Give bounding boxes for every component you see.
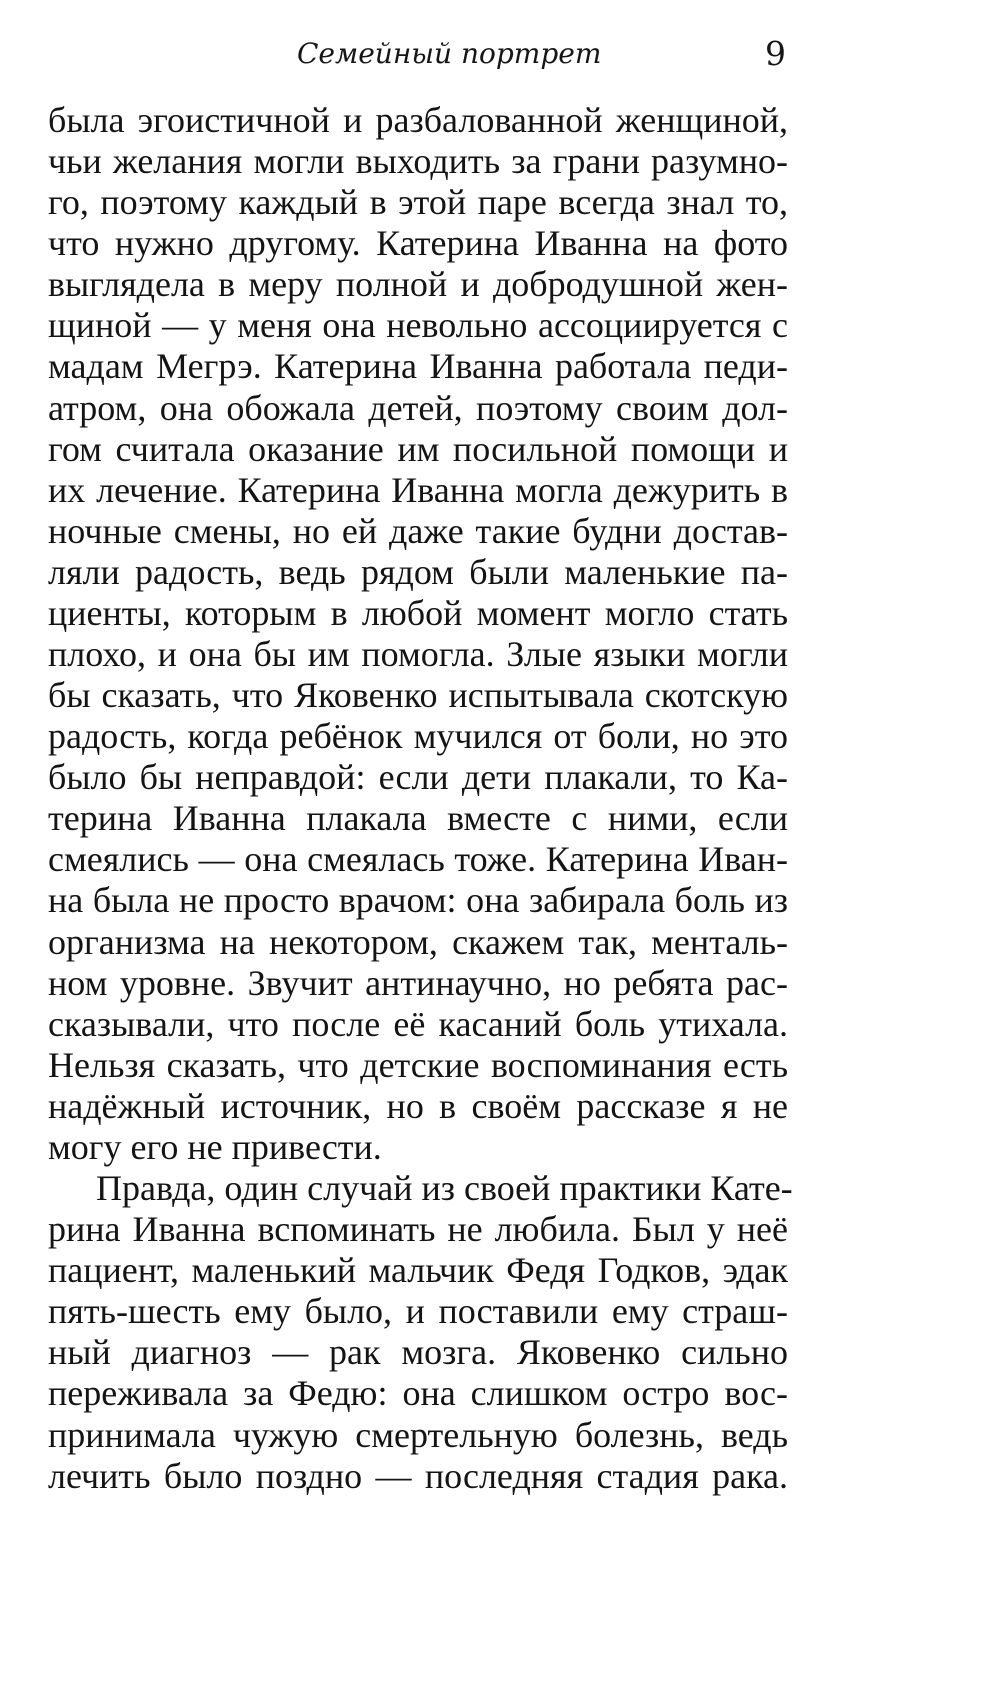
text-line: смеялись — она смеялась тоже. Катерина Иван- <box>48 839 788 880</box>
text-line: гом считала оказание им посильной помощи и <box>48 428 788 469</box>
text-line: Нельзя сказать, что детские воспоминания есть <box>48 1044 788 1085</box>
text-line: переживала за Федю: она слишком остро вос- <box>48 1373 788 1414</box>
text-line: ном уровне. Звучит антинаучно, но ребята рас- <box>48 962 788 1003</box>
text-line: их лечение. Катерина Иванна могла дежурить в <box>48 469 788 510</box>
text-line: на была не просто врачом: она забирала боль из <box>48 880 788 921</box>
text-line: принимала чужую смертельную болезнь, ведь <box>48 1414 788 1455</box>
text-line: надёжный источник, но в своём рассказе я не <box>48 1085 788 1126</box>
text-line: атром, она обожала детей, поэтому своим дол- <box>48 387 788 428</box>
text-line: ляли радость, ведь рядом были маленькие па- <box>48 551 788 592</box>
paragraph-first-line: Правда, один случай из своей практики Кате- <box>96 1168 793 1209</box>
text-line: сказывали, что после её касаний боль утихала. <box>48 1003 788 1044</box>
text-line: пациент, маленький мальчик Федя Годков, эдак <box>48 1250 788 1291</box>
text-line: радость, когда ребёнок мучился от боли, но это <box>48 716 788 757</box>
text-line: рина Иванна вспоминать не любила. Был у неё <box>48 1209 788 1250</box>
text-line: ный диагноз — рак мозга. Яковенко сильно <box>48 1332 788 1373</box>
text-line: мадам Мегрэ. Катерина Иванна работала педи- <box>48 346 788 387</box>
page-number: 9 <box>765 34 786 73</box>
text-line: го, поэтому каждый в этой паре всегда знал то, <box>48 182 788 223</box>
text-line: чьи желания могли выходить за грани разумно- <box>48 141 788 182</box>
text-line: что нужно другому. Катерина Иванна на фото <box>48 223 788 264</box>
text-line: плохо, и она бы им помогла. Злые языки могли <box>48 634 788 675</box>
text-line: лечить было поздно — последняя стадия рака. <box>48 1455 788 1496</box>
text-line: пять-шесть ему было, и поставили ему страш- <box>48 1291 788 1332</box>
text-line: организма на некотором, скажем так, менталь- <box>48 921 788 962</box>
text-line: терина Иванна плакала вместе с ними, если <box>48 798 788 839</box>
text-line: щиной — у меня она невольно ассоциируется с <box>48 305 788 346</box>
running-head-title: Семейный портрет <box>297 37 602 70</box>
text-line: бы сказать, что Яковенко испытывала скотскую <box>48 675 788 716</box>
body-text <box>48 100 793 1497</box>
text-line: было бы неправдой: если дети плакали, то Ка- <box>48 757 788 798</box>
paragraph-last-line: могу его не привести. <box>48 1126 382 1167</box>
text-line: была эгоистичной и разбалованной женщиной, <box>48 100 788 140</box>
text-line: ночные смены, но ей даже такие будни достав- <box>48 510 788 551</box>
text-line: циенты, которым в любой момент могло стать <box>48 592 788 633</box>
text-line: выглядела в меру полной и добродушной жен- <box>48 264 788 305</box>
